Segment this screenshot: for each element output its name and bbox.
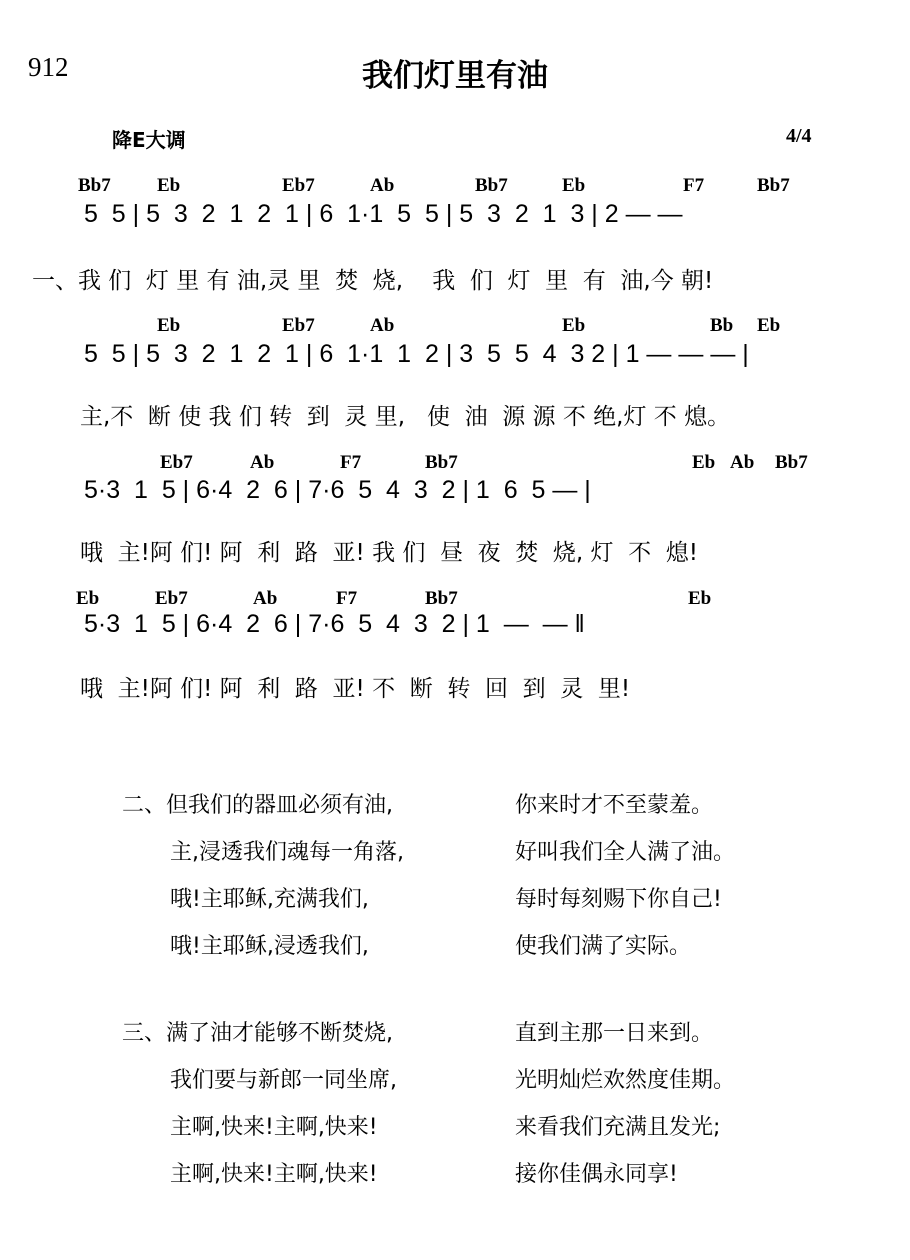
chord: Eb7 — [282, 315, 315, 336]
hymn-number: 912 — [28, 52, 69, 82]
chord: F7 — [683, 175, 705, 196]
hymn-title: 我们灯里有油 — [362, 58, 548, 94]
notation-line: 5·3 1 5 | 6·4 2 6 | 7·6 5 4 3 2 | 1 — — ‖ — [84, 610, 585, 638]
verse-line: 我们要与新郎一同坐席, — [170, 1068, 397, 1093]
verse-line: 直到主那一日来到。 — [515, 1021, 714, 1046]
notation-line: 5 5 | 5 3 2 1 2 1 | 6 1·1 1 2 | 3 5 5 4 3 2 | 1 — — — | — [84, 340, 749, 368]
chord: Bb7 — [775, 452, 808, 473]
chord: Ab — [730, 452, 755, 473]
verse-line: 光明灿烂欢然度佳期。 — [515, 1068, 736, 1093]
lyrics-line: 哦 主!阿 们! 阿 利 路 亚! 我 们 昼 夜 焚 烧, 灯 不 熄! — [80, 540, 698, 566]
chord: Bb — [710, 315, 734, 336]
chord: F7 — [336, 588, 358, 609]
chord: Eb — [757, 315, 781, 336]
verse-line: 你来时才不至蒙羞。 — [515, 793, 714, 818]
verse-line: 哦!主耶稣,充满我们, — [170, 887, 369, 912]
lyrics-line: 主,不 断 使 我 们 转 到 灵 里, 使 油 源 源 不 绝,灯 不 熄。 — [80, 404, 731, 430]
chord: Eb — [157, 315, 181, 336]
verse-line: 哦!主耶稣,浸透我们, — [170, 934, 369, 959]
lyrics-line: 一、我 们 灯 里 有 油,灵 里 焚 烧, 我 们 灯 里 有 油,今 朝! — [32, 268, 714, 294]
time-signature: 4/4 — [786, 125, 812, 147]
chord: F7 — [340, 452, 362, 473]
chord: Eb — [157, 175, 181, 196]
verse-line: 来看我们充满且发光; — [515, 1115, 721, 1140]
notation-line: 5 5 | 5 3 2 1 2 1 | 6 1·1 5 5 | 5 3 2 1 3 | 2 — — — [84, 200, 683, 228]
lyrics-line: 哦 主!阿 们! 阿 利 路 亚! 不 断 转 回 到 灵 里! — [80, 676, 631, 702]
notation-line: 5·3 1 5 | 6·4 2 6 | 7·6 5 4 3 2 | 1 6 5 — | — [84, 476, 591, 504]
verse-line: 主,浸透我们魂每一角落, — [170, 840, 404, 865]
chord: Eb — [692, 452, 716, 473]
chord: Eb — [688, 588, 712, 609]
chord: Ab — [250, 452, 275, 473]
verse-line: 主啊,快来!主啊,快来! — [170, 1115, 378, 1140]
verse-line: 三、满了油才能够不断焚烧, — [122, 1021, 393, 1046]
chord: Eb7 — [160, 452, 193, 473]
chord: Bb7 — [757, 175, 790, 196]
chord: Eb7 — [155, 588, 188, 609]
verse-line: 主啊,快来!主啊,快来! — [170, 1162, 378, 1187]
verse-line: 接你佳偶永同享! — [515, 1162, 678, 1187]
chord: Bb7 — [425, 452, 458, 473]
chord: Bb7 — [78, 175, 111, 196]
chord: Ab — [253, 588, 278, 609]
chord: Eb — [562, 175, 586, 196]
chord: Bb7 — [475, 175, 508, 196]
verse-line: 二、但我们的器皿必须有油, — [122, 793, 393, 818]
key-signature: 降E大调 — [112, 128, 186, 152]
chord: Eb — [76, 588, 100, 609]
chord: Bb7 — [425, 588, 458, 609]
verse-line: 每时每刻赐下你自己! — [515, 887, 722, 912]
chord: Eb7 — [282, 175, 315, 196]
chord: Ab — [370, 315, 395, 336]
verse-line: 使我们满了实际。 — [515, 934, 692, 959]
chord: Eb — [562, 315, 586, 336]
verse-line: 好叫我们全人满了油。 — [515, 840, 736, 865]
chord: Ab — [370, 175, 395, 196]
